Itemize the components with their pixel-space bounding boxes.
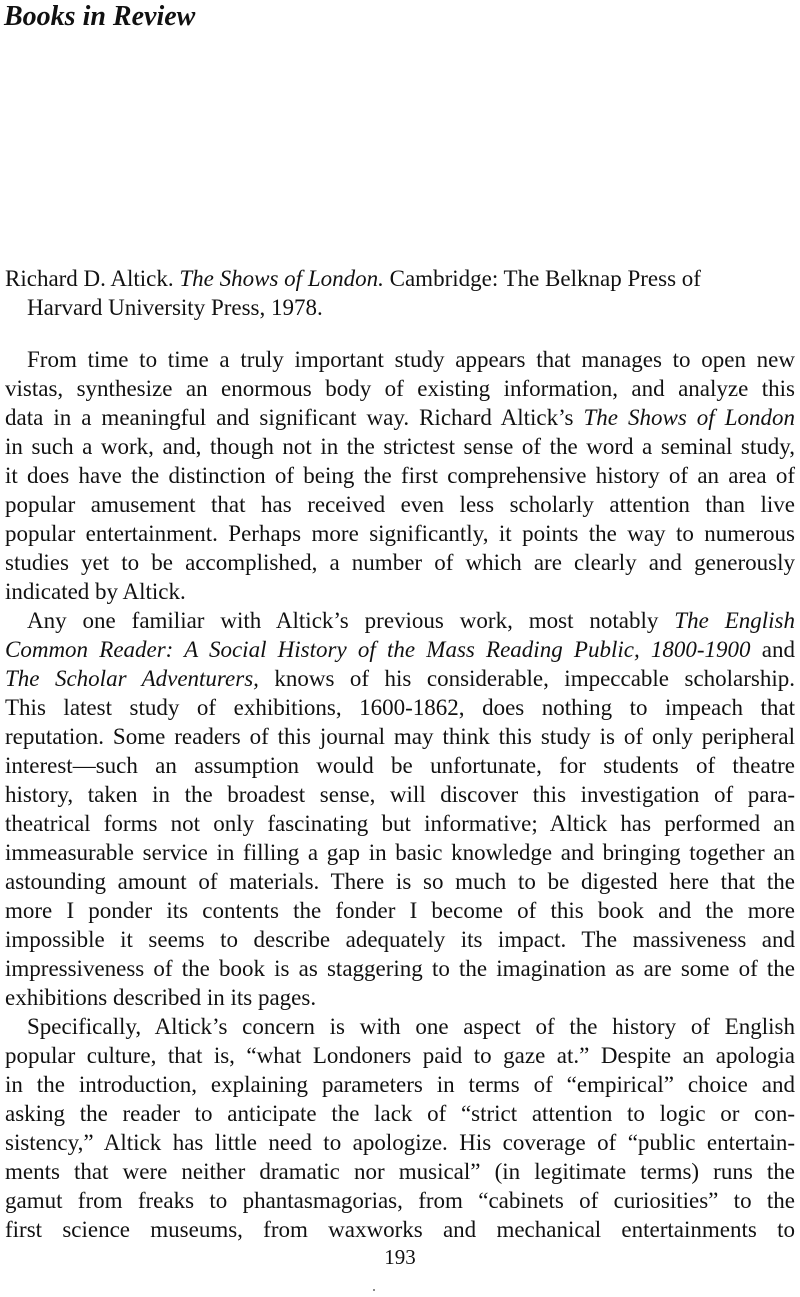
italic-title: The Scholar Adventurers, [5,666,259,691]
citation-author: Richard D. Altick. [5,266,174,291]
text-run: Specifically, Altick’s concern is with one aspect of the history of English [27,1014,795,1039]
text-run: first science museums, from waxworks and mechanical entertainments to [5,1217,795,1242]
text-run: interest—such an assumption would be unfortunate, for students of theatre [5,753,795,778]
text-run: popular entertainment. Perhaps more significantly, it points the way to numerous [5,521,795,546]
text-line [5,1099,795,1128]
text-line [5,838,795,867]
text-run: and [750,637,795,662]
citation-publisher: Cambridge: The Belknap Press of [389,266,701,291]
citation-book-title: The Shows of London. [179,266,384,291]
section-title: Books in Review [4,1,196,32]
text-run: knows of his considerable, impeccable scholarship. [258,666,795,691]
text-run: in such a work, and, though not in the strictest sense of the word a seminal study, [5,434,795,459]
text-line [5,548,795,577]
text-line [5,983,795,1012]
text-run: exhibitions described in its pages. [5,985,317,1010]
text-line [5,606,795,635]
text-line [5,1070,795,1099]
review-body [5,345,795,1244]
text-line [5,461,795,490]
text-line [5,954,795,983]
text-line [5,722,795,751]
text-run: more I ponder its contents the fonder I become of this book and the more [5,898,795,923]
text-run: asking the reader to anticipate the lack of “strict attention to logic or con- [5,1101,795,1126]
text-run: reputation. Some readers of this journal may think this study is of only peripheral [5,724,795,749]
text-line [5,693,795,722]
text-run: immeasurable service in filling a gap in basic knowledge and bringing together an [5,840,795,865]
text-line [5,345,795,374]
text-run: This latest study of exhibitions, 1600-1862, does nothing to impeach that [5,695,795,720]
italic-title: The English [674,608,795,633]
text-run: impossible it seems to describe adequately its impact. The massiveness and [5,927,795,952]
italic-title: The Shows of London [583,405,795,430]
text-run: theatrical forms not only fascinating but informative; Altick has performed an [5,811,795,836]
text-line [5,1215,795,1244]
text-line [5,780,795,809]
text-line [5,1041,795,1070]
review-paragraph [5,345,795,606]
text-line [5,635,795,664]
text-line [5,1012,795,1041]
text-line [5,577,795,606]
text-run: impressiveness of the book is as staggering to the imagination as are some of the [5,956,795,981]
text-run: studies yet to be accomplished, a number of which are clearly and generously [5,550,795,575]
text-run: vistas, synthesize an enormous body of existing information, and analyze this [5,376,795,401]
text-run: popular amusement that has received even less scholarly attention than live [5,492,795,517]
text-run: From time to time a truly important study appears that manages to open new [27,347,795,372]
text-run: Any one familiar with Altick’s previous work, most notably [27,608,675,633]
text-line [5,1128,795,1157]
text-run: data in a meaningful and significant way. Richard Altick’s [5,405,584,430]
text-line [5,374,795,403]
text-line [5,867,795,896]
text-run: history, taken in the broadest sense, will discover this investigation of para- [5,782,795,807]
text-line [5,809,795,838]
italic-title: Common Reader: A Social History of the Mass Reading Public, 1800-1900 [5,637,751,662]
text-line [5,519,795,548]
review-paragraph [5,1012,795,1244]
text-line [5,1157,795,1186]
text-run: it does have the distinction of being the first comprehensive history of an area of [5,463,795,488]
text-line [5,432,795,461]
text-run: ments that were neither dramatic nor musical” (in legitimate terms) runs the [5,1159,795,1184]
text-line [5,1186,795,1215]
text-line [5,664,795,693]
text-line [5,896,795,925]
page-number: 193 [384,1245,416,1269]
text-run: indicated by Altick. [5,579,186,604]
text-run: popular culture, that is, “what Londoners paid to gaze at.” Despite an apologia [5,1043,795,1068]
text-line [5,490,795,519]
review-paragraph [5,606,795,1012]
text-line [5,403,795,432]
text-run: in the introduction, explaining parameters in terms of “empirical” choice and [5,1072,795,1097]
text-run: astounding amount of materials. There is so much to be digested here that the [5,869,795,894]
text-line [5,925,795,954]
text-line [5,751,795,780]
text-run: sistency,” Altick has little need to apologize. His coverage of “public entertain- [5,1130,795,1155]
print-speck [373,1289,375,1291]
citation-publisher-continued: Harvard University Press, 1978. [27,295,323,320]
book-citation [5,264,795,322]
text-run: gamut from freaks to phantasmagorias, from “cabinets of curiosities” to the [5,1188,795,1213]
